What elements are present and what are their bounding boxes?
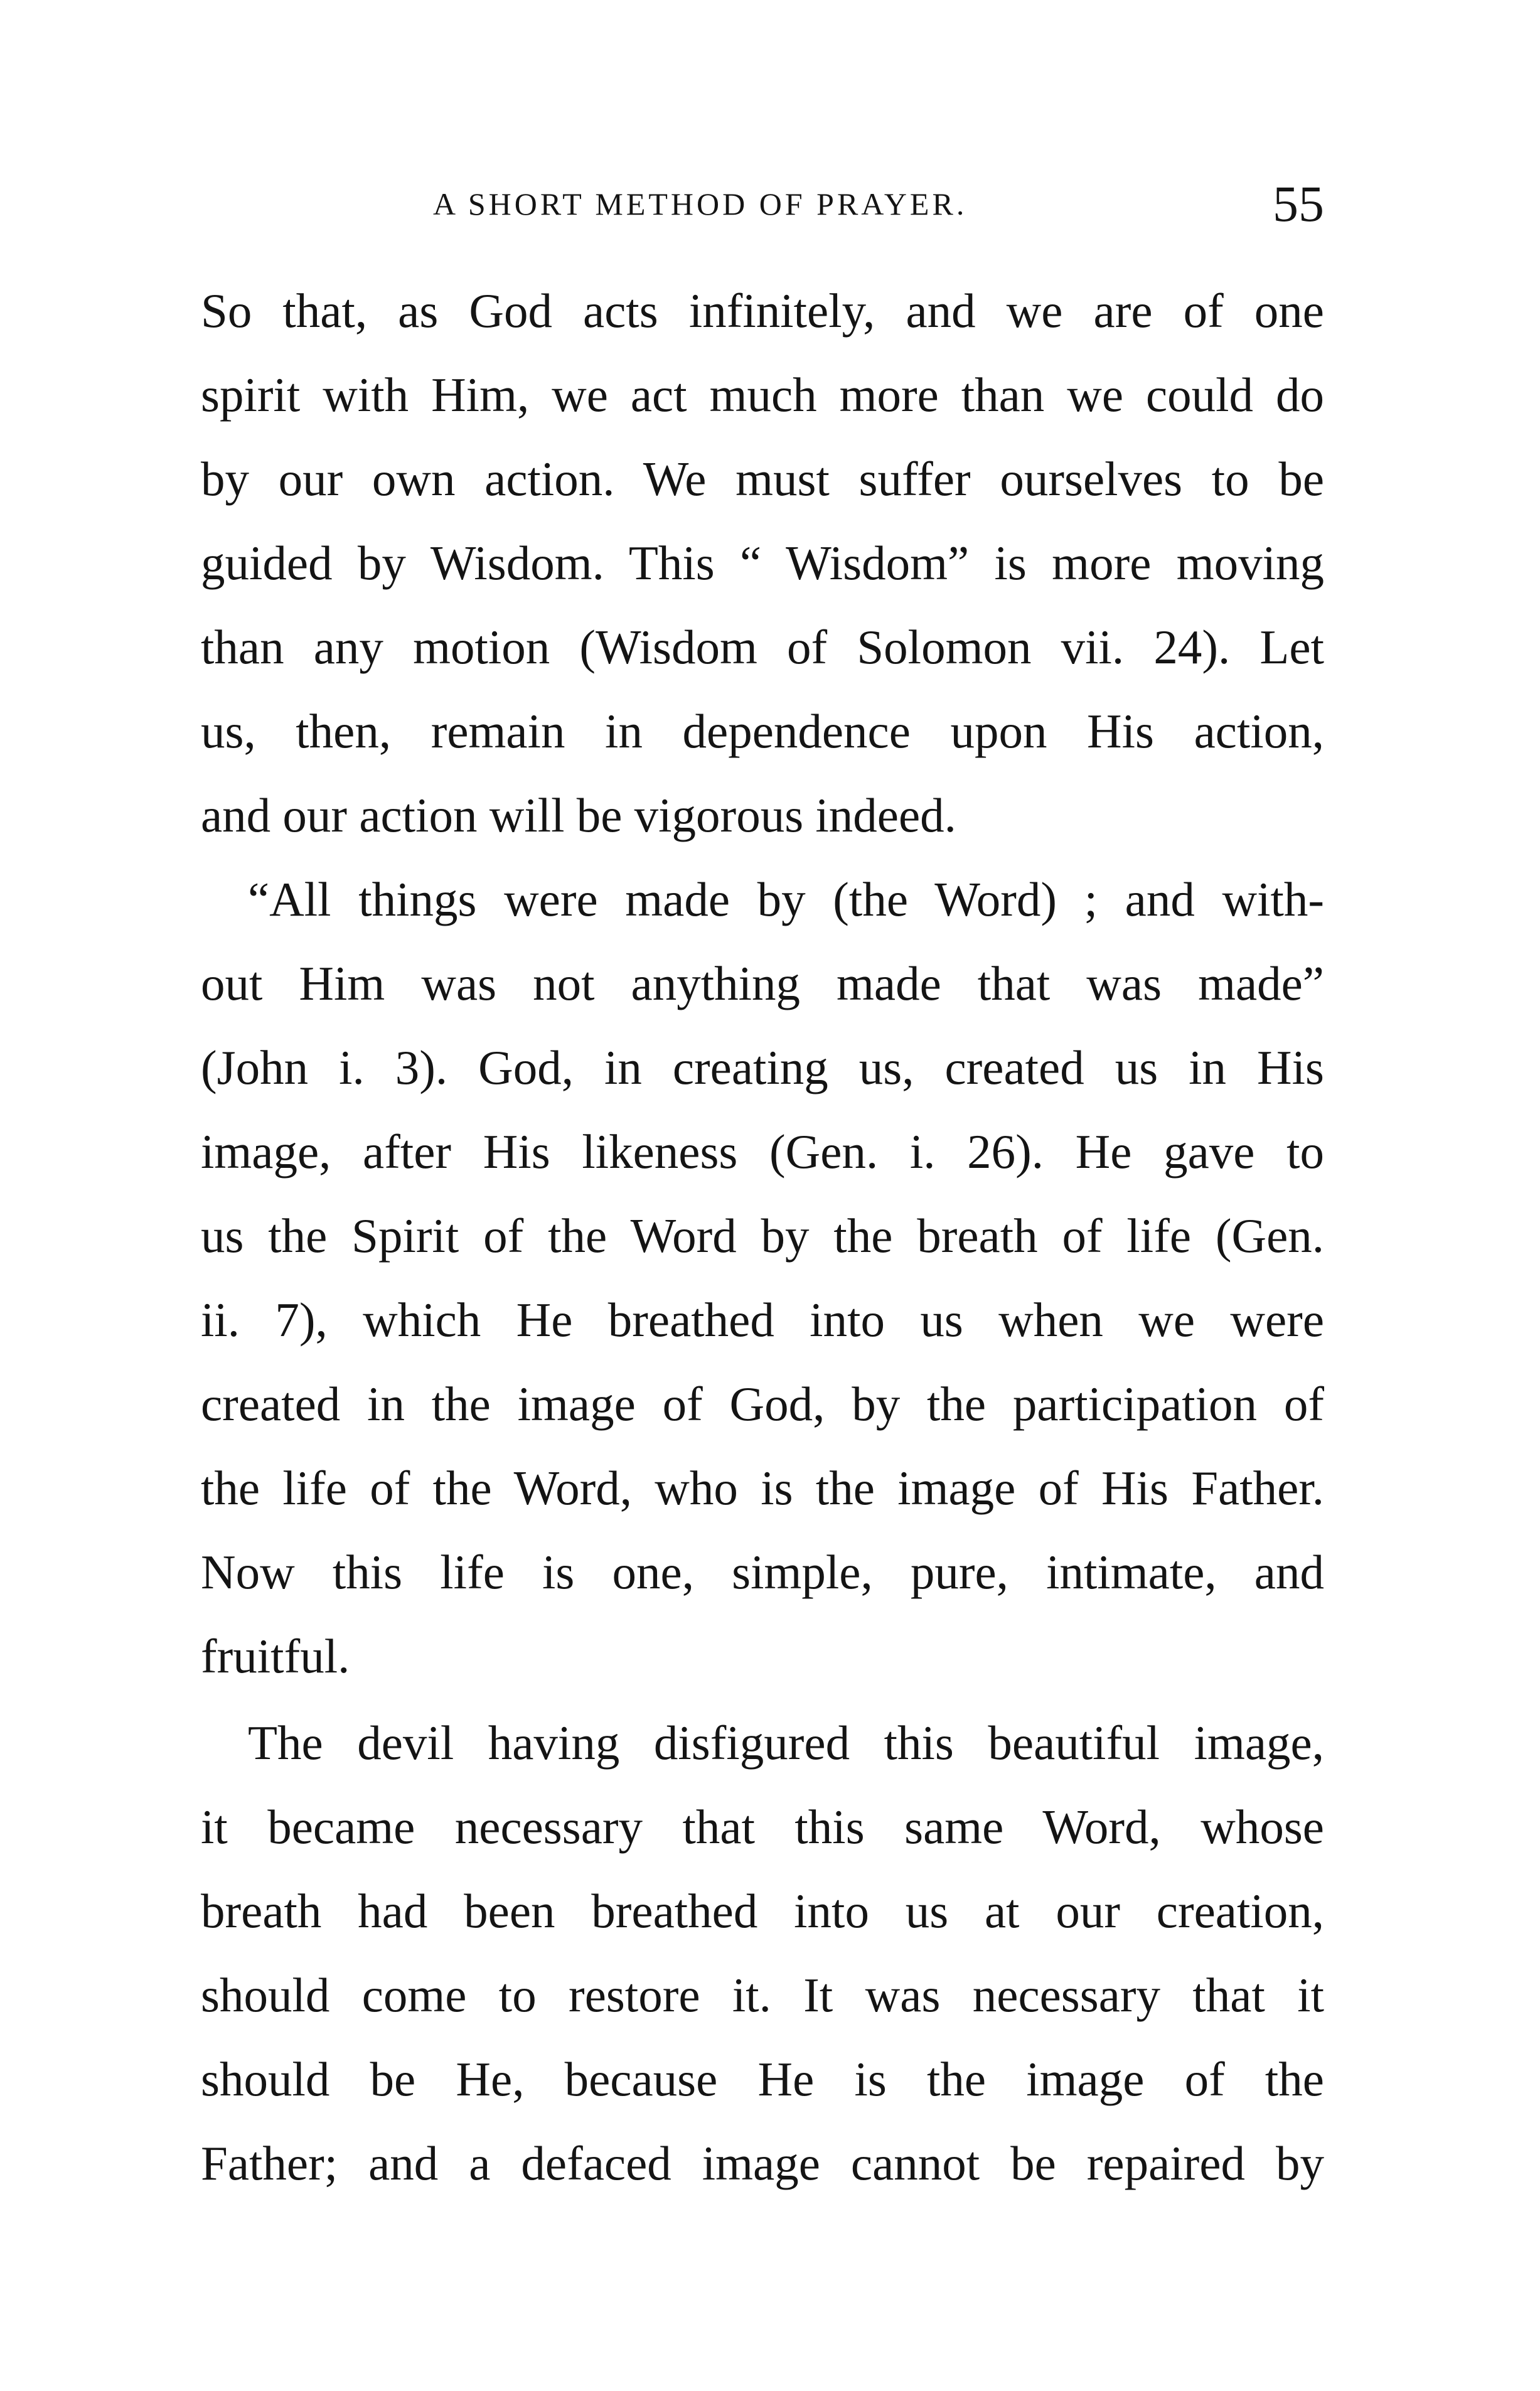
- text-line: ii. 7), which He breathed into us when we were: [201, 1293, 1324, 1347]
- text-line: Now this life is one, simple, pure, intimate, and: [201, 1545, 1324, 1599]
- text-line: should be He, because He is the image of the: [201, 2052, 1324, 2106]
- text-line: spirit with Him, we act much more than we could do: [201, 368, 1324, 422]
- text-line: and our action will be vigorous indeed.: [201, 788, 956, 842]
- text-line: than any motion (Wisdom of Solomon vii. 24). Let: [201, 620, 1324, 674]
- running-header: [201, 169, 1324, 238]
- text-line: So that, as God acts infinitely, and we are of one: [201, 284, 1324, 338]
- text-line: “All things were made by (the Word) ; and with-: [248, 872, 1324, 926]
- text-line: breath had been breathed into us at our creation,: [201, 1884, 1324, 1938]
- text-line: the life of the Word, who is the image of His Father.: [201, 1461, 1324, 1515]
- text-line: should come to restore it. It was necessary that it: [201, 1968, 1324, 2022]
- page-number: 55: [1273, 175, 1324, 232]
- text-line: fruitful.: [201, 1629, 350, 1683]
- text-line: us, then, remain in dependence upon His action,: [201, 704, 1324, 758]
- text-line: The devil having disfigured this beautiful image,: [248, 1716, 1324, 1770]
- text-line: created in the image of God, by the participation of: [201, 1377, 1324, 1431]
- text-line: guided by Wisdom. This “ Wisdom” is more moving: [201, 536, 1324, 590]
- text-line: us the Spirit of the Word by the breath of life (Gen.: [201, 1209, 1324, 1263]
- text-line: image, after His likeness (Gen. i. 26). He gave to: [201, 1125, 1324, 1179]
- text-line: by our own action. We must suffer ourselves to be: [201, 452, 1324, 506]
- text-line: it became necessary that this same Word, whose: [201, 1800, 1324, 1854]
- text-line: (John i. 3). God, in creating us, created us in His: [201, 1040, 1324, 1094]
- running-title: A SHORT METHOD OF PRAYER.: [433, 186, 968, 222]
- text-line: Father; and a defaced image cannot be repaired by: [201, 2136, 1324, 2190]
- text-line: out Him was not anything made that was made”: [201, 956, 1324, 1010]
